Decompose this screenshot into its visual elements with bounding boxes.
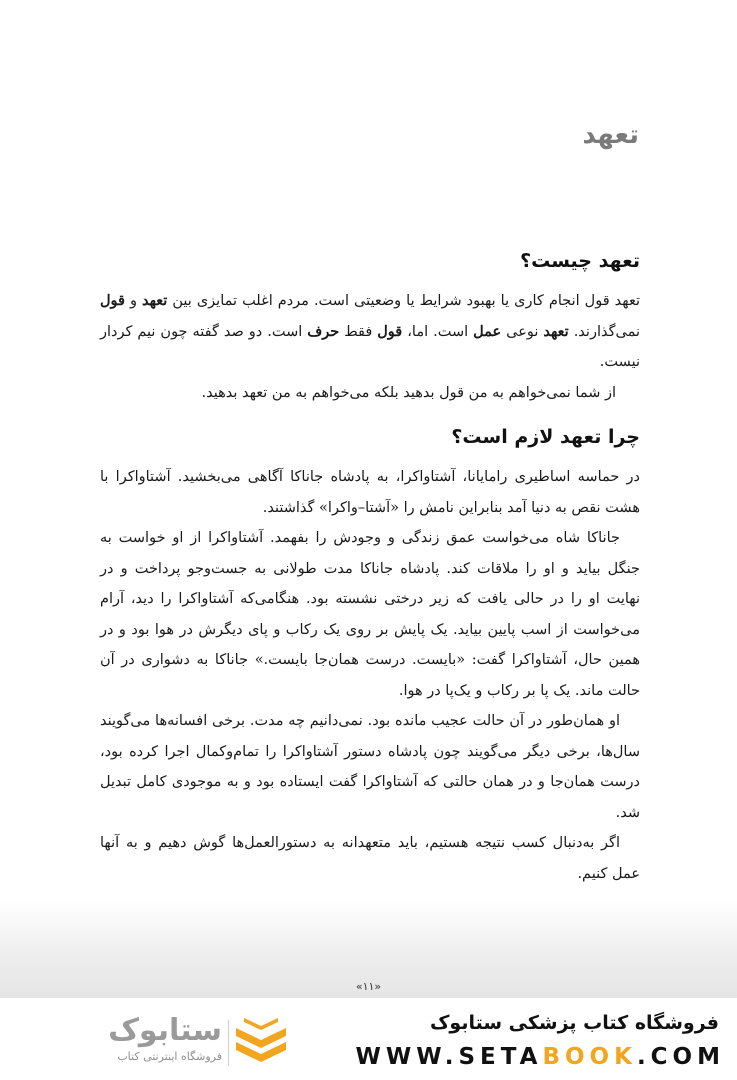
section-heading-why-commitment: چرا تعهد لازم است؟ — [451, 426, 640, 448]
section2-paragraph-3: او همان‌طور در آن حالت عجیب مانده بود. نمی‌دانیم چه مدت. برخی افسانه‌ها می‌گویند سال‌ها، برخی دیگر می‌گویند چون پادشاه دستور آشتاواکرا را تمام‌وکمال اجرا کرده بود، درست همان‌جا و در همان حالتی که آشتاواکرا گفت ایستاده بود و به موجودی کامل تبدیل شد. — [100, 713, 640, 821]
store-name: فروشگاه کتاب پزشکی ستابوک — [429, 1012, 719, 1034]
section-heading-what-is-commitment: تعهد چیست؟ — [520, 250, 640, 272]
logo-brand-text: ستابوک — [108, 1013, 222, 1048]
store-url: WWW.SETABOOK.COM — [355, 1044, 725, 1070]
page-content — [100, 250, 640, 889]
chapter-title: تعهد — [582, 120, 639, 150]
section2-paragraph-2: جاناکا شاه می‌خواست عمق زندگی و وجودش را بفهمد. آشتاواکرا از او خواست به جنگل بیاید و او را ملاقات کند. پادشاه جاناکا مدت طولانی به جست‌وجو پرداخت و در نهایت او را در حالی یافت که زیر درختی نشسته بود. هنگامی‌که آشتاواکرا را دید، آرام می‌خواست از اسب پایین بیاید. یک پایش بر روی یک رکاب و پای دیگرش در هوا بود و در همین حال، آشتاواکرا گفت: «بایست. درست همان‌جا بایست.» جاناکا به دشواری در آن حالت ماند. یک پا بر رکاب و یک‌پا در هوا. — [100, 530, 640, 699]
section1-paragraph: تعهد قول انجام کاری یا بهبود شرایط یا وضعیتی است. مردم اغلب تمایزی بین تعهد و قول نمی‌گذارند. تعهد نوعی عمل است. اما، قول فقط حرف است. دو صد گفته چون نیم کردار نیست. — [100, 292, 640, 370]
section2-paragraph-4: اگر به‌دنبال کسب نتیجه هستیم، باید متعهدانه به دستورالعمل‌ها گوش دهیم و به آنها عمل کنیم. — [100, 835, 640, 882]
section2-paragraph-1: در حماسه اساطیری رامایانا، آشتاواکرا، به پادشاه جاناکا آگاهی می‌بخشید. آشتاواکرا با هشت نقص به دنیا آمد بنابراین نامش را «آشتا–واکرا» گذاشتند. — [100, 469, 640, 516]
page-number: «۱۱» — [355, 980, 382, 993]
section1-quote: از شما نمی‌خواهم به من قول بدهید بلکه می‌خواهم به من تعهد بدهید. — [201, 384, 616, 401]
logo-divider — [228, 1020, 229, 1066]
logo-tagline: فروشگاه اینترنتی کتاب — [117, 1050, 222, 1063]
store-logo — [38, 1014, 288, 1072]
book-stack-icon — [234, 1014, 288, 1072]
store-footer-banner — [0, 998, 737, 1080]
